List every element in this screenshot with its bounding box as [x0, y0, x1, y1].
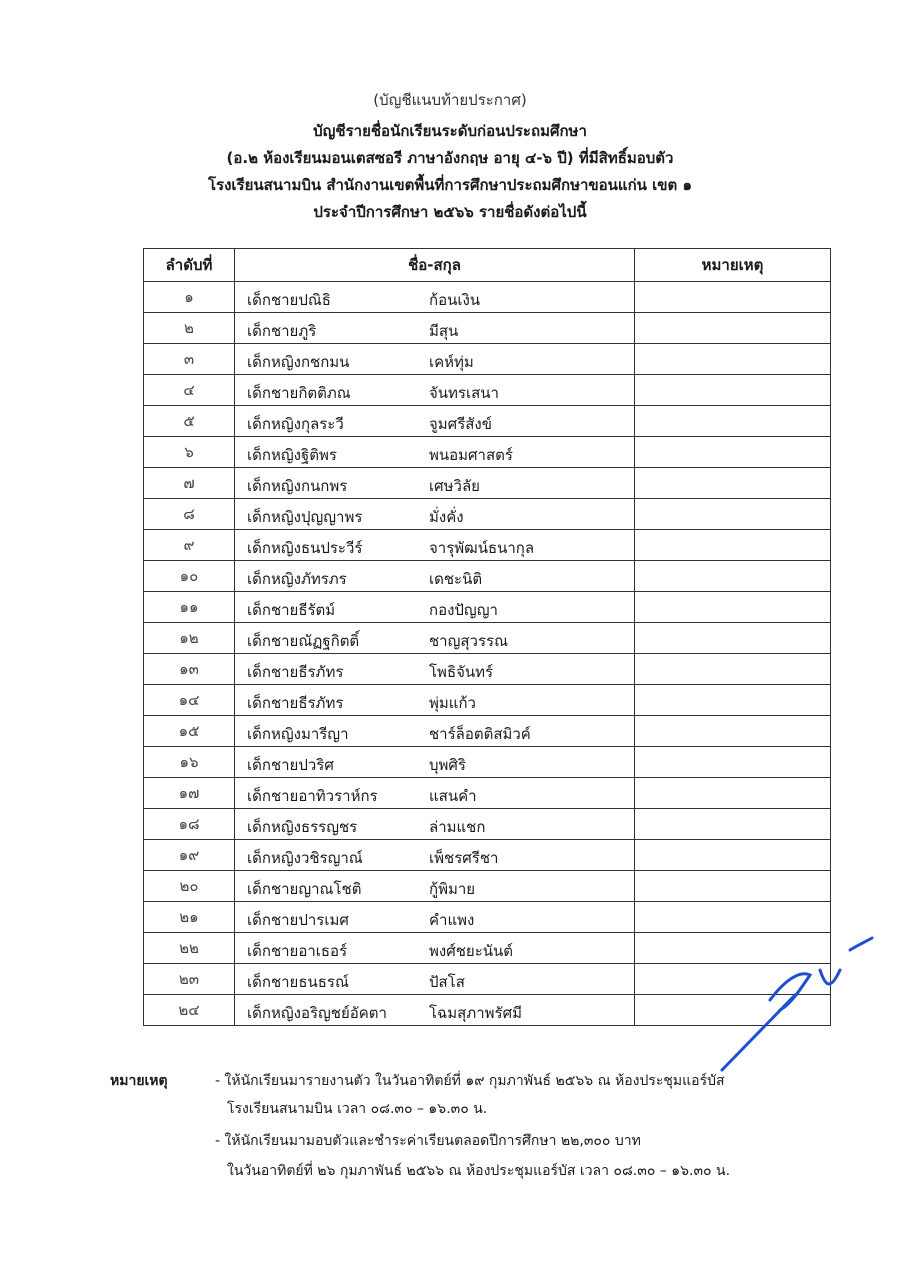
student-last-name: กู้พิมาย	[429, 880, 476, 898]
row-number: ๘	[144, 499, 235, 530]
student-last-name: เคห์ทุ่ม	[429, 353, 474, 371]
student-name-cell	[235, 654, 635, 685]
table-row	[144, 375, 831, 406]
student-name-cell	[235, 902, 635, 933]
column-header-number: ลำดับที่	[144, 249, 235, 282]
student-name-cell	[235, 344, 635, 375]
student-last-name: มั่งคั่ง	[429, 508, 464, 526]
remark-cell	[635, 344, 831, 375]
row-number: ๑๗	[144, 778, 235, 809]
student-name-cell	[235, 406, 635, 437]
student-last-name: โพธิจันทร์	[429, 663, 494, 681]
student-name-cell	[235, 375, 635, 406]
note-line-2: - ให้นักเรียนมามอบตัวและชำระค่าเรียนตลอดปีการศึกษา ๒๒,๓๐๐ บาท	[215, 1133, 641, 1149]
row-number: ๑๙	[144, 840, 235, 871]
student-last-name: เศษวิลัย	[429, 477, 480, 495]
student-first-name: เด็กชายธนธรณ์	[247, 973, 349, 991]
remark-cell	[635, 530, 831, 561]
student-last-name: กองปัญญา	[429, 601, 498, 619]
row-number: ๑๖	[144, 747, 235, 778]
student-last-name: ปัสโส	[429, 973, 465, 991]
student-name-cell	[235, 592, 635, 623]
student-last-name: พงศ์ชยะนันต์	[429, 942, 514, 960]
table-row	[144, 716, 831, 747]
student-first-name: เด็กชายกิตติภณ	[247, 384, 351, 402]
student-name-cell	[235, 623, 635, 654]
table-row	[144, 530, 831, 561]
remark-cell	[635, 623, 831, 654]
student-last-name: เพ็ชรศรีชา	[429, 849, 499, 867]
student-name-cell	[235, 809, 635, 840]
row-number: ๒๔	[144, 995, 235, 1026]
table-row	[144, 499, 831, 530]
row-number: ๑๒	[144, 623, 235, 654]
table-row	[144, 871, 831, 902]
remark-cell	[635, 809, 831, 840]
table-body	[144, 282, 831, 1026]
row-number: ๔	[144, 375, 235, 406]
table-row	[144, 468, 831, 499]
table-header-row	[144, 249, 831, 282]
row-number: ๑	[144, 282, 235, 313]
student-first-name: เด็กหญิงธรรญชร	[247, 818, 358, 836]
remark-cell	[635, 499, 831, 530]
student-name-cell	[235, 778, 635, 809]
student-name-cell	[235, 561, 635, 592]
row-number: ๖	[144, 437, 235, 468]
student-first-name: เด็กหญิงอริญชย์อัคตา	[247, 1004, 387, 1022]
remark-cell	[635, 902, 831, 933]
student-name-cell	[235, 933, 635, 964]
student-last-name: ก้อนเงิน	[429, 291, 481, 309]
table-row	[144, 592, 831, 623]
student-first-name: เด็กหญิงกนกพร	[247, 477, 348, 495]
table-row	[144, 685, 831, 716]
student-name-cell	[235, 871, 635, 902]
student-first-name: เด็กชายปวริศ	[247, 756, 334, 774]
remark-cell	[635, 592, 831, 623]
student-first-name: เด็กหญิงกุลระวี	[247, 415, 344, 433]
document-header	[0, 88, 900, 226]
table-row	[144, 437, 831, 468]
student-last-name: จูมศรีสังข์	[429, 415, 492, 433]
student-name-cell	[235, 747, 635, 778]
column-header-name: ชื่อ-สกุล	[235, 249, 635, 282]
title-line-1: บัญชีรายชื่อนักเรียนระดับก่อนประถมศึกษา	[313, 122, 587, 140]
remark-cell	[635, 685, 831, 716]
row-number: ๒๐	[144, 871, 235, 902]
note-line-1: - ให้นักเรียนมารายงานตัว ในวันอาทิตย์ที่ ๑๙ กุมภาพันธ์ ๒๕๖๖ ณ ห้องประชุมแอร์บัส	[215, 1073, 725, 1089]
table-row	[144, 623, 831, 654]
student-last-name: พุ่มแก้ว	[429, 694, 476, 712]
student-name-cell	[235, 964, 635, 995]
table-row	[144, 406, 831, 437]
student-first-name: เด็กชายธีรภัทร	[247, 663, 344, 681]
notes-label: หมายเหตุ	[110, 1073, 168, 1089]
column-header-remark: หมายเหตุ	[635, 249, 831, 282]
remark-cell	[635, 561, 831, 592]
student-first-name: เด็กหญิงภัทรภร	[247, 570, 347, 588]
student-first-name: เด็กหญิงกชกมน	[247, 353, 350, 371]
student-last-name: จันทรเสนา	[429, 384, 499, 402]
row-number: ๑๘	[144, 809, 235, 840]
student-first-name: เด็กชายภูริ	[247, 322, 317, 340]
student-last-name: เดชะนิติ	[429, 570, 483, 588]
row-number: ๒	[144, 313, 235, 344]
table-row	[144, 747, 831, 778]
student-name-cell	[235, 685, 635, 716]
table-row	[144, 809, 831, 840]
remark-cell	[635, 840, 831, 871]
student-first-name: เด็กชายปารเมศ	[247, 911, 349, 929]
student-name-cell	[235, 716, 635, 747]
student-last-name: ชาร์ล็อตติสมิวค์	[429, 725, 531, 743]
title-line-4: ประจำปีการศึกษา ๒๕๖๖ รายชื่อดังต่อไปนี้	[313, 203, 587, 221]
row-number: ๒๒	[144, 933, 235, 964]
student-first-name: เด็กหญิงธนประวีร์	[247, 539, 363, 557]
note-line-2-cont: ในวันอาทิตย์ที่ ๒๖ กุมภาพันธ์ ๒๕๖๖ ณ ห้องประชุมแอร์บัส เวลา ๐๘.๓๐ – ๑๖.๓๐ น.	[227, 1163, 731, 1179]
student-last-name: ชาญสุวรรณ	[429, 632, 508, 650]
student-last-name: จารุพัฒน์ธนากุล	[429, 539, 535, 557]
remark-cell	[635, 778, 831, 809]
title-line-3: โรงเรียนสนามบิน สำนักงานเขตพื้นที่การศึกษาประถมศึกษาขอนแก่น เขต ๑	[207, 176, 693, 194]
row-number: ๒๓	[144, 964, 235, 995]
table-row	[144, 654, 831, 685]
row-number: ๙	[144, 530, 235, 561]
title-line-2: (อ.๒ ห้องเรียนมอนเตสซอรี ภาษาอังกฤษ อายุ ๔-๖ ปี) ที่มีสิทธิ์มอบตัว	[226, 149, 674, 167]
row-number: ๓	[144, 344, 235, 375]
row-number: ๑๓	[144, 654, 235, 685]
student-last-name: บุพศิริ	[429, 756, 466, 774]
table-row	[144, 344, 831, 375]
remark-cell	[635, 747, 831, 778]
student-name-cell	[235, 313, 635, 344]
student-first-name: เด็กชายธีรัตม์	[247, 601, 336, 619]
student-first-name: เด็กชายธีรภัทร	[247, 694, 344, 712]
table-row	[144, 902, 831, 933]
row-number: ๑๕	[144, 716, 235, 747]
student-first-name: เด็กชายปณิธิ	[247, 291, 331, 309]
remark-cell	[635, 716, 831, 747]
student-last-name: มีสุน	[429, 322, 459, 340]
student-last-name: คำแพง	[429, 911, 475, 929]
row-number: ๒๑	[144, 902, 235, 933]
remark-cell	[635, 437, 831, 468]
student-first-name: เด็กชายญาณโชติ	[247, 880, 362, 898]
remark-cell	[635, 468, 831, 499]
remark-cell	[635, 375, 831, 406]
student-name-cell	[235, 437, 635, 468]
student-last-name: ล่ามแชก	[429, 818, 486, 836]
remark-cell	[635, 313, 831, 344]
student-first-name: เด็กหญิงฐิติพร	[247, 446, 337, 464]
student-last-name: แสนคำ	[429, 787, 477, 805]
remark-cell	[635, 654, 831, 685]
remark-cell	[635, 871, 831, 902]
student-first-name: เด็กชายอาทิวราห์กร	[247, 787, 378, 805]
student-name-cell	[235, 840, 635, 871]
note-line-1-cont: โรงเรียนสนามบิน เวลา ๐๘.๓๐ – ๑๖.๓๐ น.	[227, 1101, 488, 1117]
table-row	[144, 282, 831, 313]
student-name-cell	[235, 530, 635, 561]
student-last-name: โฉมสุภาพรัศมี	[429, 1004, 522, 1022]
remark-cell	[635, 406, 831, 437]
table-row	[144, 313, 831, 344]
table-row	[144, 778, 831, 809]
student-name-cell	[235, 468, 635, 499]
student-first-name: เด็กชายณัฏฐกิตติ์	[247, 632, 360, 650]
student-name-cell	[235, 499, 635, 530]
row-number: ๑๑	[144, 592, 235, 623]
signature-mark	[700, 930, 880, 1080]
row-number: ๑๔	[144, 685, 235, 716]
student-first-name: เด็กหญิงปุญญาพร	[247, 508, 363, 526]
remark-cell	[635, 282, 831, 313]
student-first-name: เด็กหญิงวชิรญาณ์	[247, 849, 363, 867]
student-first-name: เด็กชายอาเธอร์	[247, 942, 348, 960]
table-row	[144, 840, 831, 871]
table-row	[144, 561, 831, 592]
student-last-name: พนอมศาสตร์	[429, 446, 513, 464]
student-first-name: เด็กหญิงมารีญา	[247, 725, 349, 743]
student-name-cell	[235, 995, 635, 1026]
row-number: ๗	[144, 468, 235, 499]
student-roster-table	[143, 248, 831, 1026]
student-name-cell	[235, 282, 635, 313]
row-number: ๕	[144, 406, 235, 437]
row-number: ๑๐	[144, 561, 235, 592]
attachment-caption: (บัญชีแนบท้ายประกาศ)	[373, 91, 527, 109]
